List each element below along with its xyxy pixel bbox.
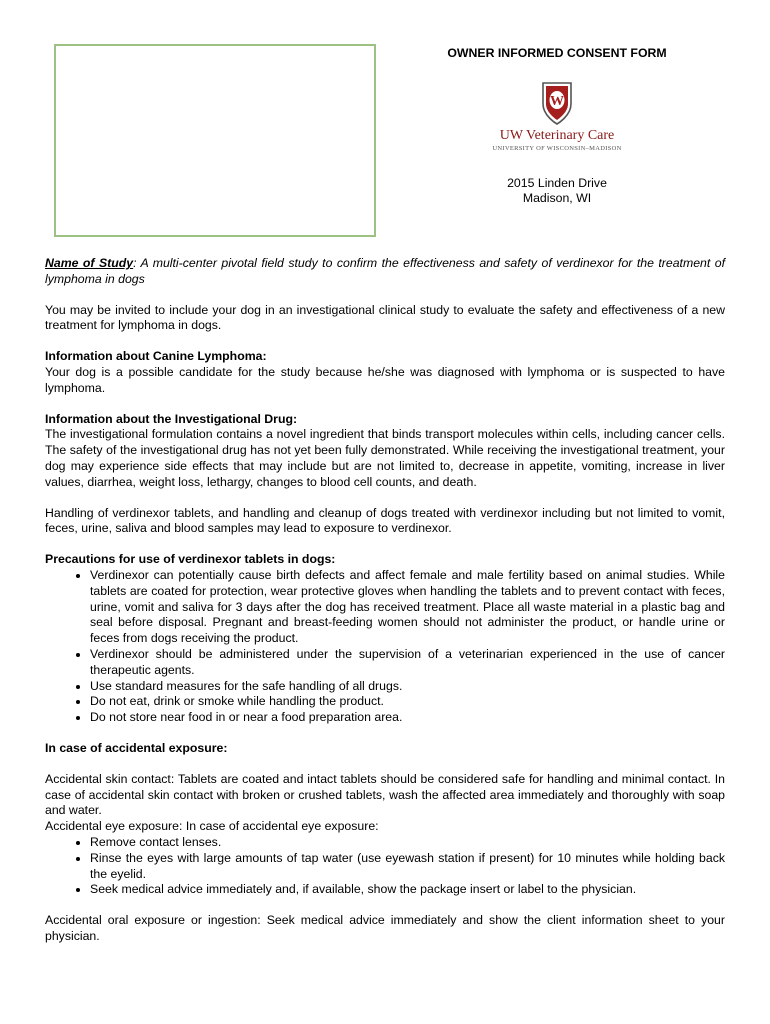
lymphoma-text: Your dog is a possible candidate for the study because he/she was diagnosed with lymphoma or is suspected to have lymphoma. (45, 364, 725, 395)
header (405, 46, 709, 206)
brand-subtitle: UNIVERSITY OF WISCONSIN–MADISON (492, 145, 622, 152)
intro-paragraph: You may be invited to include your dog in an investigational clinical study to evaluate the safety and effectiveness of a new treatment for lymphoma in dogs. (45, 302, 725, 333)
list-item: • Rinse the eyes with large amounts of tap water (use eyewash station if present) for 10 minutes while holding back the eyelid. (90, 851, 725, 883)
list-item: • Do not eat, drink or smoke while handling the product. (90, 694, 725, 710)
drug-heading: Information about the Investigational Drug: (45, 411, 298, 426)
address (405, 176, 709, 206)
list-item: • Seek medical advice immediately and, if available, show the package insert or label to the physician. (90, 882, 725, 898)
uw-crest-logo (540, 80, 574, 126)
brand-name: UW Veterinary Care (499, 128, 615, 143)
study-name-text: : A multi-center pivotal field study to confirm the effectiveness and safety of verdinexor for the treatment of lymphoma in dogs (45, 256, 725, 286)
study-name-label: Name of Study (45, 256, 134, 270)
list-item: • Do not store near food in or near a food preparation area. (90, 710, 725, 726)
study-name (45, 256, 725, 288)
oral-exposure-paragraph: Accidental oral exposure or ingestion: Seek medical advice immediately and show the client information sheet to your physician. (45, 913, 725, 943)
exposure-heading: In case of accidental exposure: (45, 740, 228, 755)
precautions-list (45, 568, 725, 726)
lymphoma-heading: Information about Canine Lymphoma: (45, 349, 267, 364)
address-line-1: 2015 Linden Drive (507, 176, 607, 190)
eye-exposure-list (45, 835, 725, 898)
list-item: • Verdinexor can potentially cause birth defects and affect female and male fertility based on animal studies. While tablets are coated for protection, wear protective gloves when handling the tablets and to prevent contact with feces, urine, vomit and saliva for 3 days after the dog has received treatment. Place all waste material in a plastic bag and seal before disposal. Pregnant and breast-feeding women should not administer the product, or handle urine or feces from dogs receiving the product. (90, 568, 725, 647)
patient-label-box (54, 44, 376, 237)
document-body (45, 256, 725, 945)
skin-contact-paragraph: Accidental skin contact: Tablets are coated and intact tablets should be considered safe for handling and minimal contact. In case of accidental skin contact with broken or crushed tablets, wash the affected area immediately and thoroughly with soap and water. (45, 771, 725, 818)
drug-text: The investigational formulation contains a novel ingredient that binds transport molecules within cells, including cancer cells. The safety of the investigational drug has not yet been fully demonstrated. While receiving the investigational treatment, your dog may experience side effects that may include but are not limited to, decrease in appetite, vomiting, increase in liver values, diarrhea, weight loss, lethargy, changes to blood cell counts, and death. (45, 427, 725, 489)
eye-exposure-intro: Accidental eye exposure: In case of accidental eye exposure: (45, 819, 379, 834)
list-item: • Verdinexor should be administered under the supervision of a veterinarian experienced in the use of cancer therapeutic agents. (90, 647, 725, 679)
crest-letter: W (550, 94, 564, 109)
address-line-2: Madison, WI (522, 191, 592, 205)
form-title: OWNER INFORMED CONSENT FORM (447, 46, 667, 60)
list-item: • Remove contact lenses. (90, 835, 725, 851)
precautions-heading: Precautions for use of verdinexor tablets in dogs: (45, 552, 336, 567)
list-item: • Use standard measures for the safe handling of all drugs. (90, 679, 725, 695)
handling-paragraph: Handling of verdinexor tablets, and handling and cleanup of dogs treated with verdinexor including but not limited to vomit, feces, urine, saliva and blood samples may lead to exposure to verdinexor. (45, 505, 725, 536)
